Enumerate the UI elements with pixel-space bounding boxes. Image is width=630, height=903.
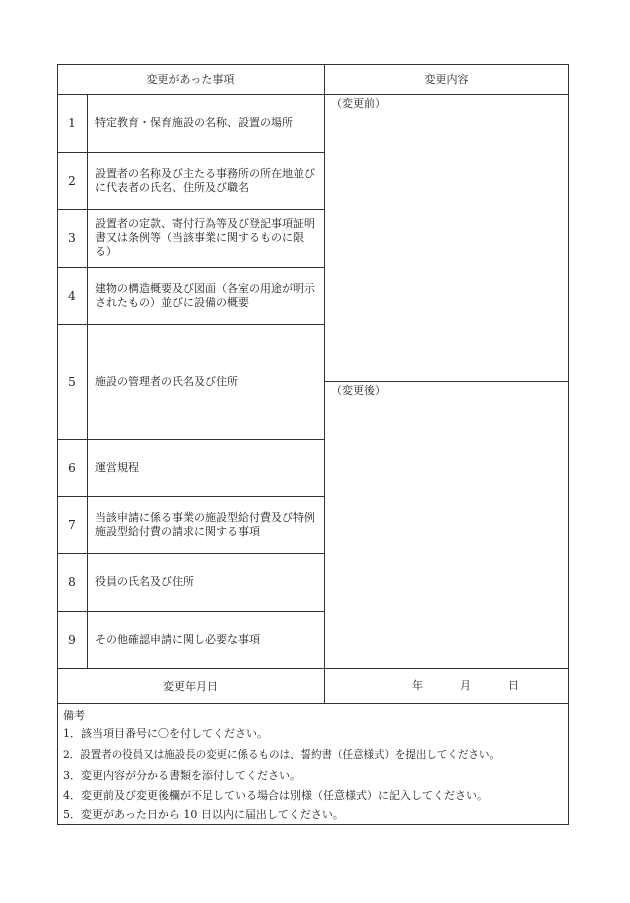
after-change-area[interactable] bbox=[325, 399, 568, 668]
note-item: 3．変更内容が分かる書類を添付してください。 bbox=[63, 769, 301, 782]
row-item-text: 特定教育・保育施設の名称、設置の場所 bbox=[95, 116, 293, 129]
row-item-text: その他確認申請に関し必要な事項 bbox=[95, 632, 260, 646]
row-item-text: 設置者の定款、寄付行為等及び登記事項証明書又は条例等（当該事業に関するものに限る） bbox=[95, 217, 315, 258]
before-change-label: （変更前） bbox=[331, 97, 386, 110]
date-month-label: 月 bbox=[460, 679, 471, 692]
table-right-border bbox=[568, 64, 569, 825]
header-content-label: 変更内容 bbox=[424, 73, 469, 86]
note-item: 2．設置者の役員又は施設長の変更に係るものは、誓約書（任意様式）を提出してください。 bbox=[63, 749, 500, 761]
row-item-text: 運営規程 bbox=[95, 460, 139, 474]
row-number: 4 bbox=[68, 288, 76, 303]
row-number: 2 bbox=[68, 173, 76, 188]
date-day-label: 日 bbox=[508, 679, 519, 692]
note-item: 4．変更前及び変更後欄が不足している場合は別様（任意様式）に記入してください。 bbox=[63, 789, 488, 802]
row-number: 8 bbox=[68, 575, 76, 589]
before-after-divider bbox=[324, 381, 569, 382]
row-number: 5 bbox=[68, 374, 76, 389]
row-number: 1 bbox=[68, 116, 76, 130]
note-item: 5．変更があった日から 10 日以内に届出してください。 bbox=[63, 808, 344, 821]
after-change-label: （変更後） bbox=[331, 384, 386, 397]
date-year-label: 年 bbox=[412, 679, 423, 692]
header-items-label: 変更があった事項 bbox=[146, 73, 235, 86]
row-number: 7 bbox=[68, 517, 76, 532]
row-item-text: 建物の構造概要及び図面（各室の用途が明示されたもの）並びに設備の概要 bbox=[95, 281, 315, 309]
row-number: 6 bbox=[68, 460, 76, 475]
row-item-text: 設置者の名称及び主たる事務所の所在地並びに代表者の氏名、住所及び職名 bbox=[95, 166, 315, 194]
row-item-text: 当該申請に係る事業の施設型給付費及び特例施設型給付費の請求に関する事項 bbox=[95, 510, 315, 538]
table-bottom-border bbox=[57, 824, 569, 825]
row-item-text: 施設の管理者の氏名及び住所 bbox=[95, 374, 238, 388]
before-change-area[interactable] bbox=[325, 112, 568, 381]
notes-title: 備考 bbox=[63, 709, 85, 722]
row-number: 3 bbox=[68, 231, 76, 245]
date-row-bottom-border bbox=[57, 703, 569, 704]
note-item: 1．該当項目番号に〇を付してください。 bbox=[63, 727, 268, 740]
change-date-label: 変更年月日 bbox=[163, 679, 218, 693]
row-number: 9 bbox=[68, 632, 76, 647]
row-item-text: 役員の氏名及び住所 bbox=[95, 575, 194, 588]
